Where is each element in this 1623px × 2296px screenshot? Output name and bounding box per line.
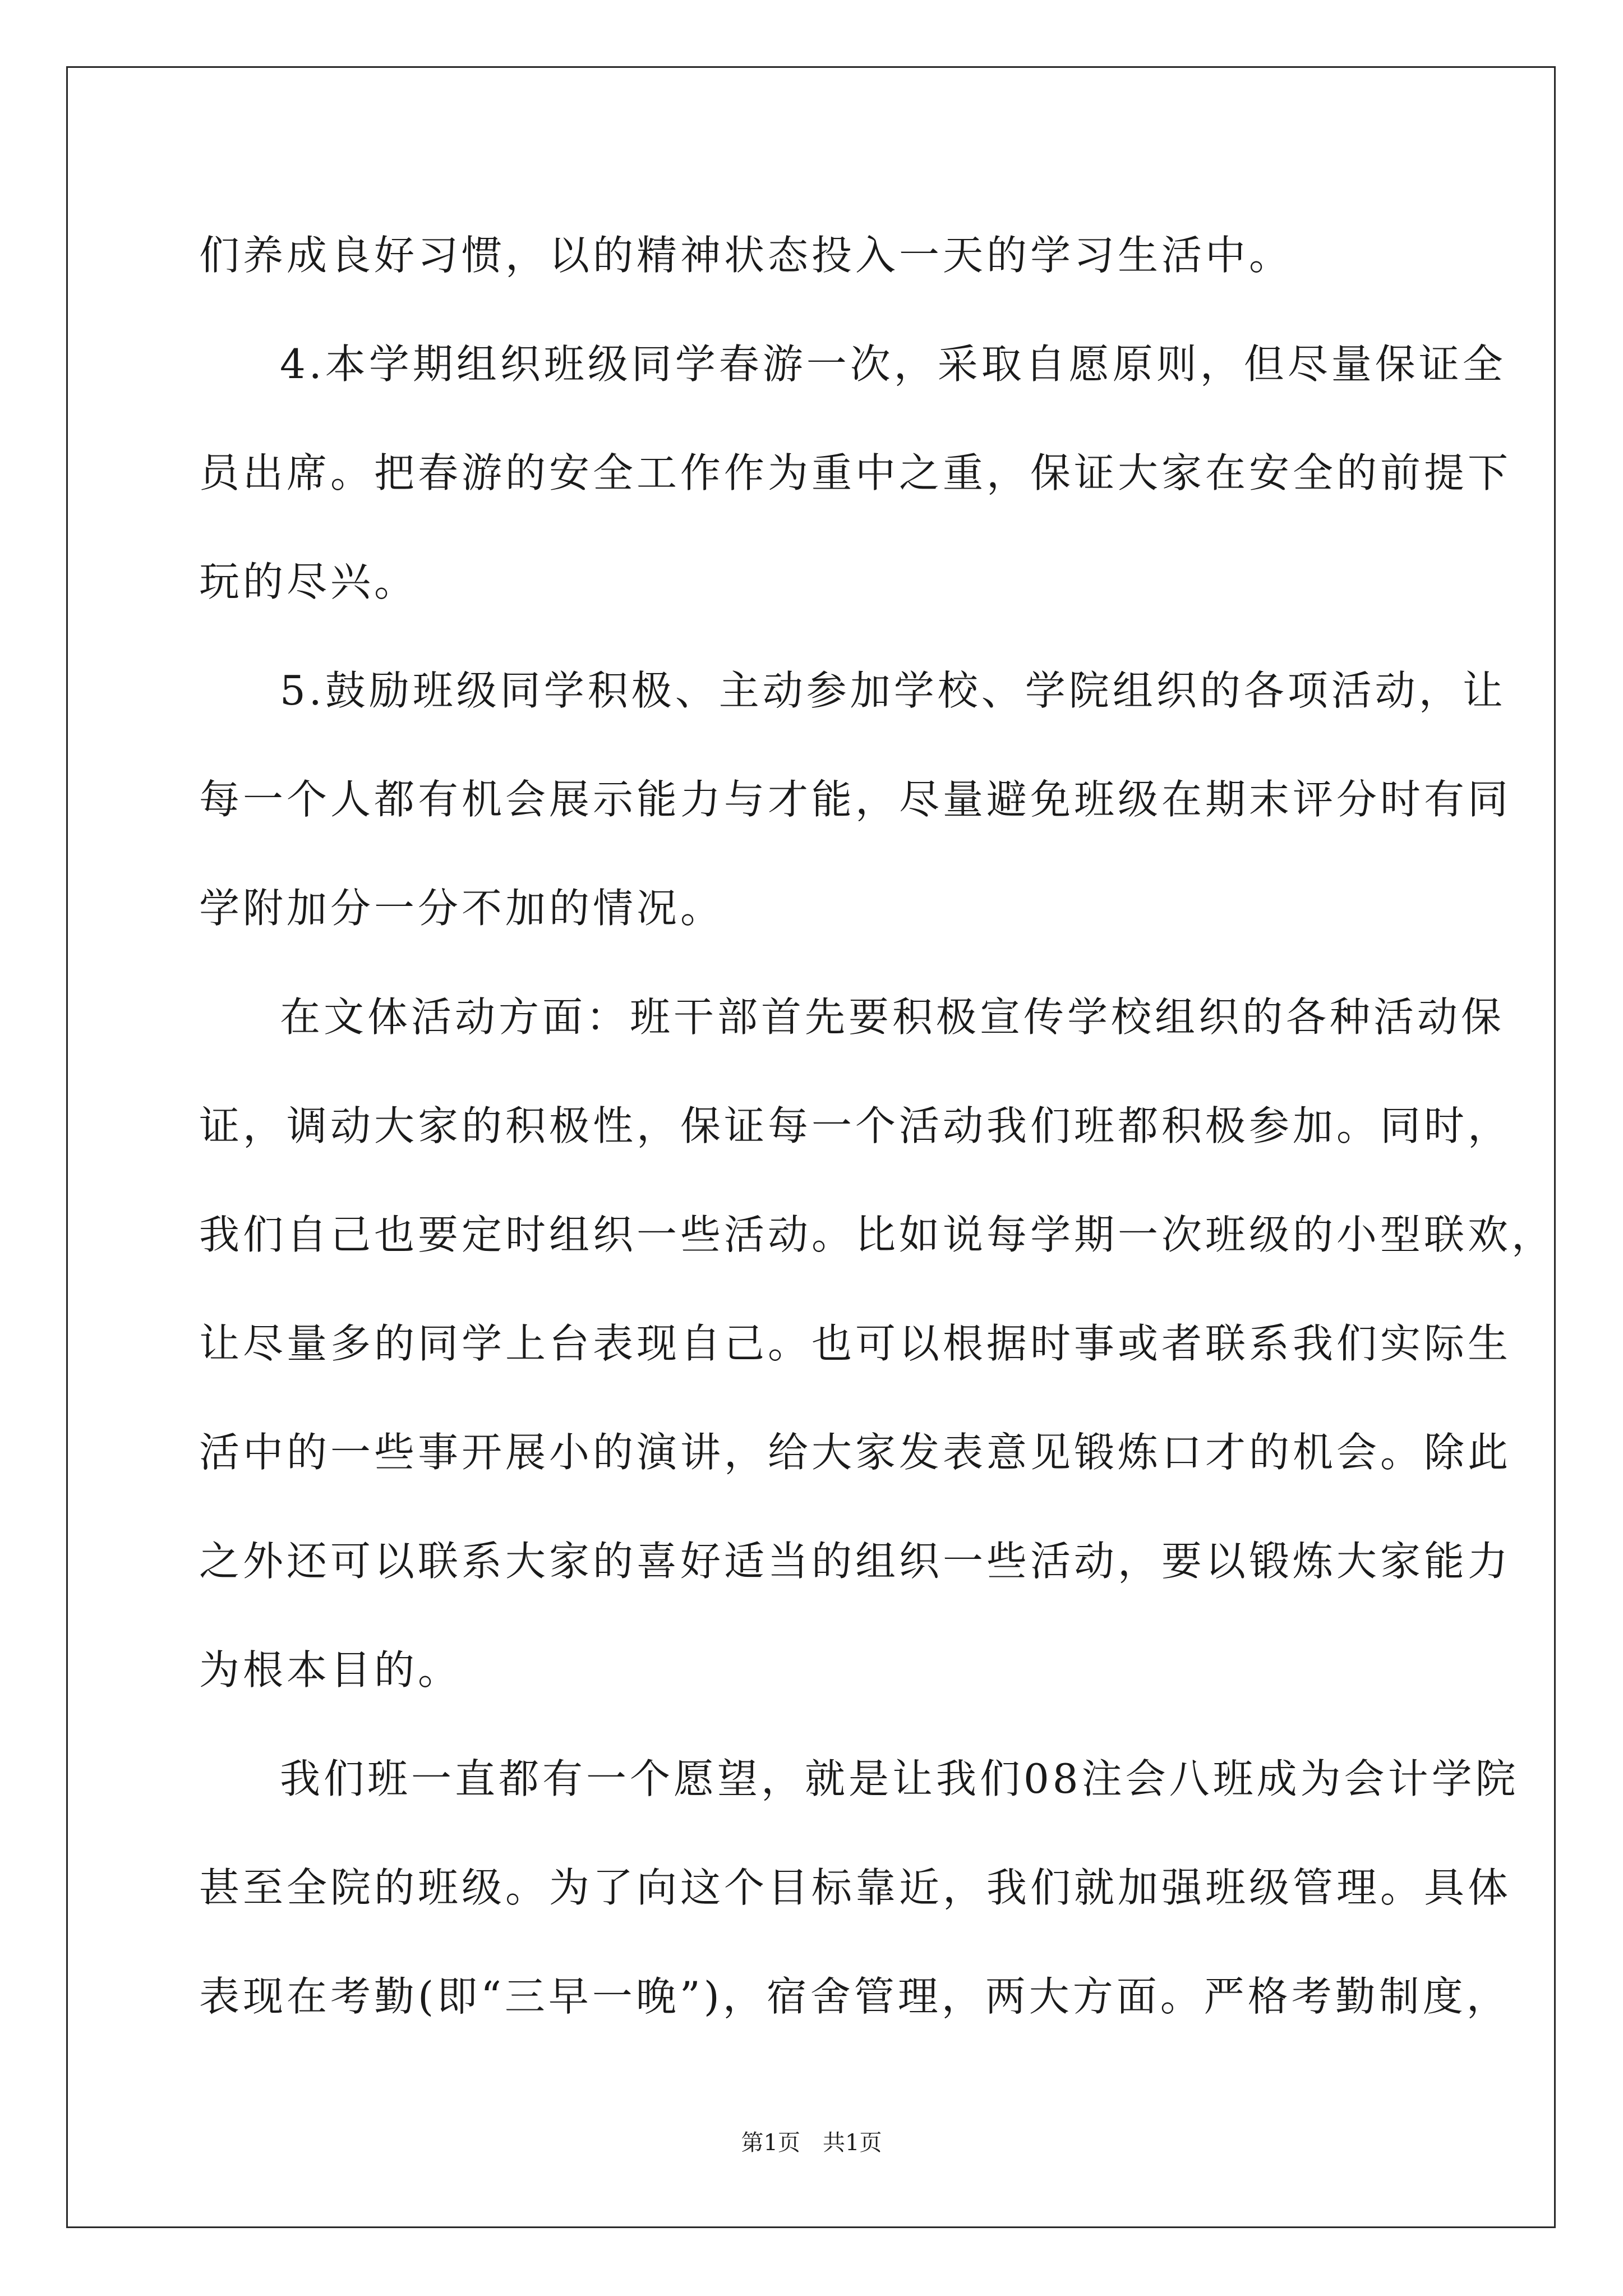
text-line: 玩的尽兴。 [199, 558, 418, 605]
text-line: 之外还可以联系大家的喜好适当的组织一些活动，要以锻炼大家能力 [199, 1538, 1512, 1585]
text-line: 我们班一直都有一个愿望，就是让我们08注会八班成为会计学院 [280, 1755, 1519, 1802]
page-number: 第1页 [741, 2130, 800, 2156]
text-line: 4.本学期组织班级同学春游一次，采取自愿原则，但尽量保证全 [280, 341, 1506, 388]
text-line: 让尽量多的同学上台表现自己。也可以根据时事或者联系我们实际生 [199, 1320, 1512, 1367]
text-line: 在文体活动方面：班干部首先要积极宣传学校组织的各种活动保 [280, 993, 1505, 1041]
text-line: 我们自己也要定时组织一些活动。比如说每学期一次班级的小型联欢， [199, 1211, 1556, 1258]
text-line: 甚至全院的班级。为了向这个目标靠近，我们就加强班级管理。具体 [199, 1864, 1512, 1911]
text-line: 学附加分一分不加的情况。 [199, 885, 725, 932]
text-line: 表现在考勤(即“三早一晚”)，宿舍管理，两大方面。严格考勤制度， [199, 1973, 1510, 2020]
text-line: 每一个人都有机会展示能力与才能，尽量避免班级在期末评分时有同 [199, 776, 1512, 823]
document-body [199, 201, 1556, 2051]
text-line: 为根本目的。 [199, 1646, 462, 1694]
text-line: 们养成良好习惯，以的精神状态投入一天的学习生活中。 [199, 232, 1293, 279]
text-line: 活中的一些事开展小的演讲，给大家发表意见锻炼口才的机会。除此 [199, 1429, 1512, 1476]
text-line: 员出席。把春游的安全工作作为重中之重，保证大家在安全的前提下 [199, 449, 1512, 496]
page-footer [0, 2126, 1623, 2160]
text-line: 5.鼓励班级同学积极、主动参加学校、学院组织的各项活动，让 [280, 667, 1506, 714]
page-total: 共1页 [823, 2130, 882, 2156]
text-line: 证，调动大家的积极性，保证每一个活动我们班都积极参加。同时， [199, 1102, 1512, 1149]
